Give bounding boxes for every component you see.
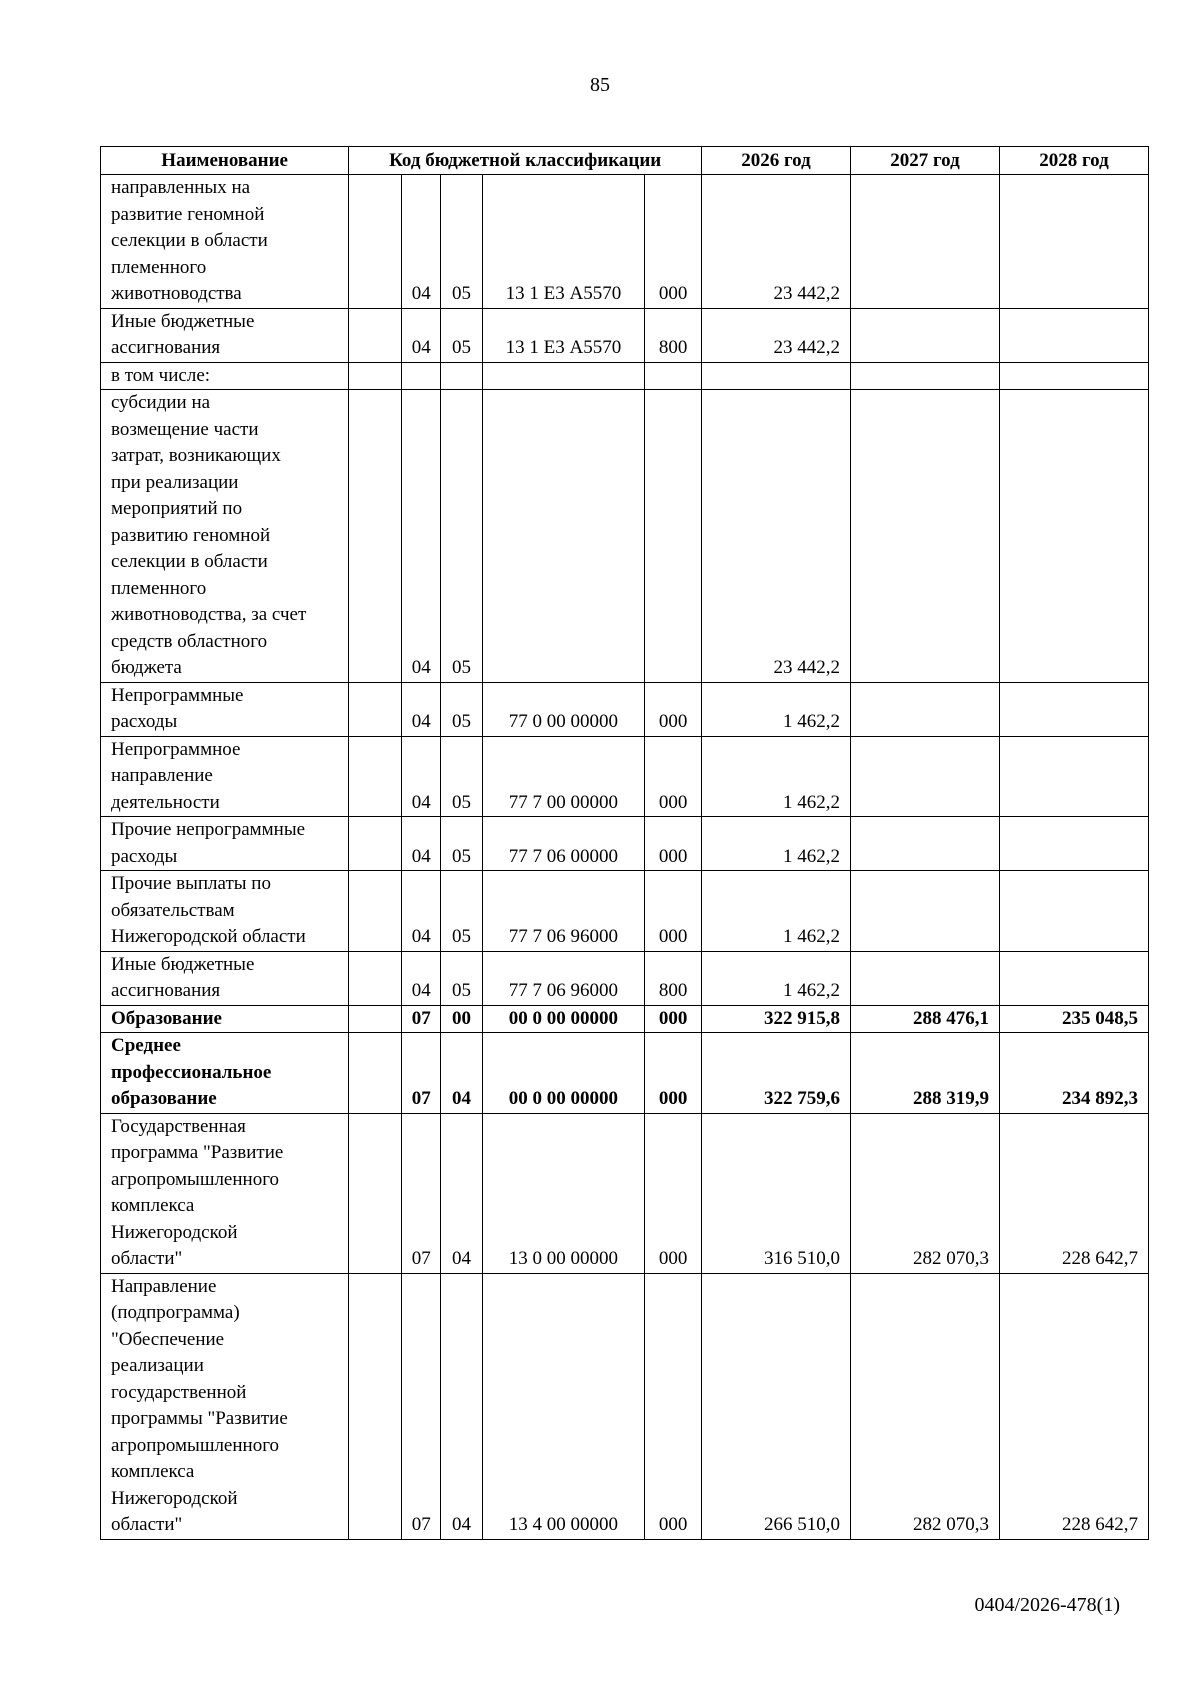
code-expense-type: 000 — [645, 871, 702, 952]
row-name — [101, 175, 349, 309]
value-2027: 288 476,1 — [851, 1005, 1000, 1033]
value-2028 — [999, 362, 1148, 390]
value-2028: 228 642,7 — [999, 1113, 1148, 1273]
row-name — [101, 682, 349, 736]
table-row — [101, 175, 1149, 309]
row-name-line: мероприятий по — [111, 498, 243, 519]
row-name-line: Прочие выплаты по — [111, 873, 271, 894]
value-2027 — [851, 362, 1000, 390]
header-name: Наименование — [101, 147, 349, 175]
value-2028 — [999, 390, 1148, 683]
row-name-line: Непрограммное — [111, 738, 241, 760]
row-name — [101, 1005, 349, 1033]
code-col-1 — [349, 817, 402, 871]
row-name-line: Образование — [111, 1007, 222, 1029]
code-subsection: 05 — [441, 175, 482, 309]
code-subsection: 04 — [441, 1033, 482, 1114]
table-row — [101, 736, 1149, 817]
row-name-line: программа "Развитие — [111, 1142, 284, 1163]
code-subsection — [441, 362, 482, 390]
row-name-line: затрат, возникающих — [111, 445, 281, 466]
code-section: 07 — [402, 1273, 441, 1539]
value-2028 — [999, 871, 1148, 952]
code-section: 04 — [402, 871, 441, 952]
code-target-article: 13 1 Е3 А5570 — [482, 175, 644, 309]
header-2026: 2026 год — [702, 147, 851, 175]
code-target-article: 00 0 00 00000 — [482, 1005, 644, 1033]
value-2027 — [851, 682, 1000, 736]
row-name-line: средств областного — [111, 630, 268, 652]
value-2027 — [851, 736, 1000, 817]
row-name-line: образование — [111, 1088, 217, 1109]
code-col-1 — [349, 362, 402, 390]
row-name-line: развитию геномной — [111, 524, 271, 546]
code-section: 04 — [402, 175, 441, 309]
row-name-line: Среднее — [111, 1035, 181, 1056]
value-2026: 1 462,2 — [702, 736, 851, 817]
row-name-line: возмещение части — [111, 418, 259, 440]
code-subsection: 00 — [441, 1005, 482, 1033]
code-expense-type: 800 — [645, 308, 702, 362]
row-name-line: племенного — [111, 577, 207, 599]
row-name-line: области" — [111, 1248, 183, 1269]
row-name — [101, 308, 349, 362]
value-2028 — [999, 308, 1148, 362]
page-number: 85 — [590, 74, 610, 96]
table-body — [101, 175, 1149, 1540]
code-target-article: 77 0 00 00000 — [482, 682, 644, 736]
code-expense-type: 000 — [645, 682, 702, 736]
value-2028: 234 892,3 — [999, 1033, 1148, 1114]
code-section: 04 — [402, 308, 441, 362]
code-col-1 — [349, 1005, 402, 1033]
code-section: 07 — [402, 1033, 441, 1114]
row-name-line: агропромышленного — [111, 1168, 280, 1190]
code-col-1 — [349, 308, 402, 362]
code-section — [402, 362, 441, 390]
code-target-article — [482, 362, 644, 390]
header-2028: 2028 год — [999, 147, 1148, 175]
row-name — [101, 1273, 349, 1539]
value-2028 — [999, 175, 1148, 309]
code-subsection: 05 — [441, 682, 482, 736]
value-2027 — [851, 951, 1000, 1005]
table-row — [101, 1033, 1149, 1114]
value-2026 — [702, 362, 851, 390]
row-name-line: животноводства — [111, 283, 242, 304]
row-name-line: расходы — [111, 845, 178, 867]
code-subsection: 05 — [441, 871, 482, 952]
row-name-line: селекции в области — [111, 551, 268, 572]
row-name-line: животноводства, за счет — [111, 604, 307, 625]
row-name — [101, 951, 349, 1005]
row-name-line: деятельности — [111, 791, 220, 813]
code-subsection: 05 — [441, 951, 482, 1005]
code-section: 04 — [402, 817, 441, 871]
row-name-line: в том числе: — [111, 364, 211, 386]
code-col-1 — [349, 951, 402, 1005]
row-name — [101, 871, 349, 952]
row-name — [101, 1113, 349, 1273]
row-name-line: Прочие непрограммные — [111, 819, 306, 840]
row-name-line: Нижегородской — [111, 1221, 238, 1243]
value-2026: 23 442,2 — [702, 390, 851, 683]
code-expense-type: 000 — [645, 1113, 702, 1273]
code-col-1 — [349, 390, 402, 683]
value-2027: 282 070,3 — [851, 1273, 1000, 1539]
row-name-line: агропромышленного — [111, 1434, 280, 1456]
code-col-1 — [349, 871, 402, 952]
code-expense-type: 000 — [645, 1273, 702, 1539]
code-subsection: 05 — [441, 390, 482, 683]
row-name-line: бюджета — [111, 657, 182, 678]
row-name-line: направленных на — [111, 177, 251, 198]
row-name-line: Нижегородской области — [111, 926, 306, 947]
header-code: Код бюджетной классификации — [349, 147, 702, 175]
value-2027 — [851, 817, 1000, 871]
row-name-line: племенного — [111, 256, 207, 278]
value-2028: 235 048,5 — [999, 1005, 1148, 1033]
row-name-line: Иные бюджетные — [111, 310, 255, 332]
document-code: 0404/2026-478(1) — [974, 1594, 1120, 1616]
code-expense-type: 000 — [645, 1033, 702, 1114]
row-name-line: Непрограммные — [111, 684, 244, 706]
row-name — [101, 390, 349, 683]
code-section: 07 — [402, 1005, 441, 1033]
table-row — [101, 308, 1149, 362]
row-name-line: реализации — [111, 1355, 204, 1376]
row-name-line: (подпрограмма) — [111, 1302, 240, 1323]
code-col-1 — [349, 682, 402, 736]
row-name-line: области" — [111, 1514, 183, 1535]
value-2026: 316 510,0 — [702, 1113, 851, 1273]
row-name — [101, 736, 349, 817]
value-2028 — [999, 682, 1148, 736]
row-name-line: обязательствам — [111, 899, 235, 921]
row-name-line: развитие геномной — [111, 203, 265, 225]
code-expense-type — [645, 362, 702, 390]
row-name-line: "Обеспечение — [111, 1328, 225, 1350]
code-target-article: 77 7 06 96000 — [482, 951, 644, 1005]
code-target-article: 77 7 00 00000 — [482, 736, 644, 817]
code-section: 04 — [402, 682, 441, 736]
table-row — [101, 390, 1149, 683]
code-expense-type: 000 — [645, 736, 702, 817]
row-name-line: комплекса — [111, 1461, 195, 1482]
row-name-line: комплекса — [111, 1195, 195, 1216]
value-2027: 288 319,9 — [851, 1033, 1000, 1114]
row-name — [101, 362, 349, 390]
code-expense-type: 800 — [645, 951, 702, 1005]
value-2026: 1 462,2 — [702, 871, 851, 952]
code-expense-type: 000 — [645, 1005, 702, 1033]
row-name-line: Иные бюджетные — [111, 953, 255, 975]
code-section: 04 — [402, 951, 441, 1005]
code-target-article: 00 0 00 00000 — [482, 1033, 644, 1114]
code-col-1 — [349, 736, 402, 817]
value-2027 — [851, 175, 1000, 309]
value-2026: 1 462,2 — [702, 682, 851, 736]
code-col-1 — [349, 1113, 402, 1273]
code-subsection: 04 — [441, 1113, 482, 1273]
table-row — [101, 682, 1149, 736]
value-2028 — [999, 817, 1148, 871]
table-row — [101, 871, 1149, 952]
code-target-article: 13 0 00 00000 — [482, 1113, 644, 1273]
header-2027: 2027 год — [851, 147, 1000, 175]
code-col-1 — [349, 175, 402, 309]
table-row — [101, 1273, 1149, 1539]
row-name — [101, 1033, 349, 1114]
code-target-article: 77 7 06 00000 — [482, 817, 644, 871]
table-row — [101, 1005, 1149, 1033]
value-2026: 322 759,6 — [702, 1033, 851, 1114]
code-col-1 — [349, 1033, 402, 1114]
code-expense-type — [645, 390, 702, 683]
code-target-article: 13 1 Е3 А5570 — [482, 308, 644, 362]
code-subsection: 05 — [441, 817, 482, 871]
row-name — [101, 817, 349, 871]
row-name-line: направление — [111, 765, 213, 786]
code-subsection: 05 — [441, 308, 482, 362]
value-2026: 322 915,8 — [702, 1005, 851, 1033]
value-2027 — [851, 308, 1000, 362]
value-2026: 1 462,2 — [702, 951, 851, 1005]
row-name-line: государственной — [111, 1381, 247, 1403]
value-2028 — [999, 951, 1148, 1005]
table-row — [101, 951, 1149, 1005]
row-name-line: Направление — [111, 1275, 217, 1297]
code-section: 04 — [402, 390, 441, 683]
value-2028 — [999, 736, 1148, 817]
row-name-line: Государственная — [111, 1115, 246, 1137]
code-col-1 — [349, 1273, 402, 1539]
code-section: 07 — [402, 1113, 441, 1273]
value-2026: 23 442,2 — [702, 175, 851, 309]
code-expense-type: 000 — [645, 175, 702, 309]
value-2027 — [851, 871, 1000, 952]
value-2027: 282 070,3 — [851, 1113, 1000, 1273]
code-subsection: 05 — [441, 736, 482, 817]
table-row — [101, 817, 1149, 871]
row-name-line: программы "Развитие — [111, 1408, 288, 1429]
code-expense-type: 000 — [645, 817, 702, 871]
row-name-line: ассигнования — [111, 980, 221, 1001]
value-2026: 1 462,2 — [702, 817, 851, 871]
code-target-article: 13 4 00 00000 — [482, 1273, 644, 1539]
row-name-line: ассигнования — [111, 337, 221, 358]
row-name-line: селекции в области — [111, 230, 268, 251]
row-name-line: профессиональное — [111, 1061, 272, 1083]
value-2026: 266 510,0 — [702, 1273, 851, 1539]
budget-table — [100, 146, 1149, 1540]
table-row — [101, 362, 1149, 390]
code-target-article — [482, 390, 644, 683]
table-row — [101, 1113, 1149, 1273]
value-2026: 23 442,2 — [702, 308, 851, 362]
row-name-line: расходы — [111, 711, 178, 732]
code-target-article: 77 7 06 96000 — [482, 871, 644, 952]
code-subsection: 04 — [441, 1273, 482, 1539]
value-2027 — [851, 390, 1000, 683]
row-name-line: при реализации — [111, 471, 239, 493]
table-header-row — [101, 147, 1149, 175]
row-name-line: субсидии на — [111, 392, 211, 413]
value-2028: 228 642,7 — [999, 1273, 1148, 1539]
code-section: 04 — [402, 736, 441, 817]
row-name-line: Нижегородской — [111, 1487, 238, 1509]
